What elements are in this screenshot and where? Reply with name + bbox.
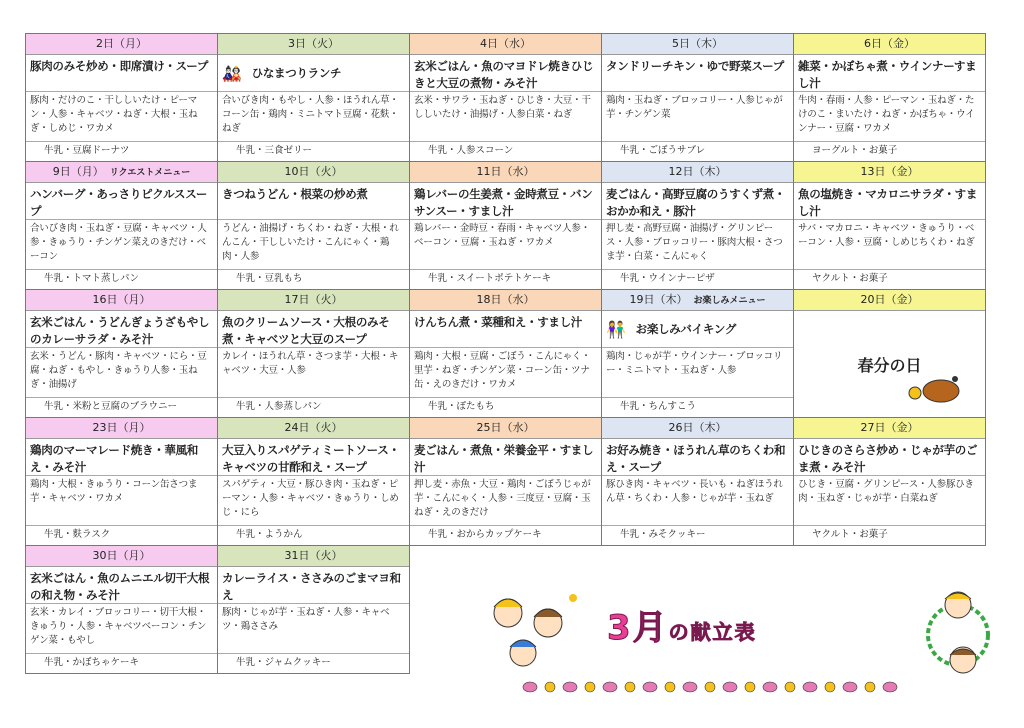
- dish-names: [410, 311, 601, 348]
- week-row: [26, 33, 992, 162]
- date-header: [26, 162, 217, 183]
- snack: 牛乳・おからカップケーキ: [428, 529, 542, 540]
- snack: 牛乳・みそクッキー: [620, 529, 706, 540]
- ingredients: スパゲティ・大豆・豚ひき肉・玉ねぎ・ピーマン・人参・キャベツ・きゅうり・しめじ・にら: [218, 476, 409, 526]
- ingredients: 鶏肉・玉ねぎ・ブロッコリー・人参じゃが芋・チンゲン菜: [602, 92, 793, 142]
- ingredients: 鶏レバー・金時豆・春雨・キャベツ人参・ベーコン・豆腐・玉ねぎ・ワカメ: [410, 220, 601, 270]
- dish-text: 玄米ごはん・うどんぎょうざもやしのカレーサラダ・みそ汁: [30, 315, 210, 346]
- date-header: [602, 418, 793, 439]
- date-header: [602, 162, 793, 183]
- date-header: [218, 546, 409, 567]
- dish-text: 玄米ごはん・魚のマヨドレ焼きひじきと大豆の煮物・みそ汁: [414, 59, 594, 90]
- snack: 牛乳・豆腐ドーナツ: [44, 145, 130, 156]
- date-header: [26, 290, 217, 311]
- snack: 牛乳・人参スコーン: [428, 145, 514, 156]
- dish-names: [218, 311, 409, 348]
- dish-text: 魚のクリームソース・大根のみそ煮・キャベツと大豆のスープ: [222, 315, 390, 346]
- dish-names: [602, 55, 793, 92]
- title-suffix: の献立表: [668, 620, 757, 644]
- ingredients: 合いびき肉・玉ねぎ・豆腐・キャベツ・人参・きゅうり・チンゲン菜えのきだけ・ベーコン: [26, 220, 217, 270]
- date-header: [26, 34, 217, 55]
- date-label: 17日（火）: [284, 293, 343, 306]
- dish-text: ハンバーグ・あっさりピクルススープ: [30, 187, 208, 218]
- dish-text: お好み焼き・ほうれん草のちくわ和え・スープ: [606, 443, 786, 474]
- day-cell: [218, 546, 410, 674]
- menu-calendar-grid: [25, 33, 992, 674]
- ingredients: 玄米・サワラ・玉ねぎ・ひじき・大豆・干ししいたけ・油揚げ・人参白菜・ねぎ: [410, 92, 601, 142]
- day-cell: [218, 33, 410, 162]
- date-label: 30日（月）: [92, 549, 151, 562]
- date-header: [794, 290, 985, 311]
- ingredients: 押し麦・赤魚・大豆・鶏肉・ごぼうじゃが芋・こんにゃく・人参・三度豆・豆腐・玉ねぎ・えのきだけ: [410, 476, 601, 526]
- date-header: [602, 34, 793, 55]
- snack: 牛乳・ごぼうサブレ: [620, 145, 706, 156]
- dish-names: [218, 567, 409, 604]
- day-cell: [410, 418, 602, 546]
- date-header: [26, 418, 217, 439]
- date-header: [218, 418, 409, 439]
- snack: ヤクルト・お菓子: [812, 529, 888, 540]
- day-cell: [794, 162, 986, 290]
- date-label: 6日（金）: [864, 37, 915, 50]
- day-cell: [602, 290, 794, 418]
- date-label: 27日（金）: [860, 421, 919, 434]
- date-header: [218, 162, 409, 183]
- ingredients: カレイ・ほうれん草・さつま芋・大根・キャベツ・大豆・人参: [218, 348, 409, 398]
- dish-names: [602, 183, 793, 220]
- date-label: 13日（金）: [860, 165, 919, 178]
- snack: ヤクルト・お菓子: [812, 273, 888, 284]
- dish-names: [794, 439, 985, 476]
- dish-names: [410, 439, 601, 476]
- date-header: [794, 418, 985, 439]
- snack: 牛乳・豆乳もち: [236, 273, 303, 284]
- date-label: 12日（木）: [668, 165, 727, 178]
- date-label: 24日（火）: [284, 421, 343, 434]
- date-label: 3日（火）: [288, 37, 339, 50]
- date-header: [410, 162, 601, 183]
- date-label: 26日（木）: [668, 421, 727, 434]
- date-header: [410, 418, 601, 439]
- children-illustration: [478, 583, 588, 673]
- dish-text: 玄米ごはん・魚のムニエル切干大根の和え物・みそ汁: [30, 571, 210, 602]
- title-month: 3月: [607, 608, 669, 648]
- date-header: [410, 290, 601, 311]
- child-hoop-illustration: [918, 585, 1008, 685]
- special-menu-label: リクエストメニュー: [109, 168, 191, 178]
- ingredients: 玄米・うどん・豚肉・キャベツ・にら・豆腐・ねぎ・もやし・きゅうり人参・玉ねぎ・油揚げ: [26, 348, 217, 398]
- week-row: [26, 418, 992, 546]
- snack: 牛乳・かぼちゃケーキ: [44, 657, 140, 668]
- insects-border-illustration: [520, 676, 920, 698]
- dish-text: 鶏レバーの生姜煮・金時煮豆・バンサンスー・すまし汁: [414, 187, 593, 218]
- dish-names: [26, 439, 217, 476]
- dish-names: [218, 183, 409, 220]
- day-cell: [410, 290, 602, 418]
- snack: 牛乳・トマト蒸しパン: [44, 273, 140, 284]
- dish-text: ひじきのさらさ炒め・じゃが芋のごま煮・みそ汁: [798, 443, 978, 474]
- snack: 牛乳・米粉と豆腐のブラウニー: [44, 401, 178, 412]
- dish-text: タンドリーチキン・ゆで野菜スープ: [606, 59, 784, 73]
- dish-text: ひなまつりランチ: [251, 65, 342, 80]
- snack: 牛乳・ぽたもち: [428, 401, 495, 412]
- ingredients: サバ・マカロニ・キャベツ・きゅうり・ベーコン・人参・豆腐・しめじちくわ・ねぎ: [794, 220, 985, 270]
- snack: 牛乳・人参蒸しパン: [236, 401, 322, 412]
- hina-doll-icon: 🎎: [222, 63, 242, 83]
- ingredients: 押し麦・高野豆腐・油揚げ・グリンピース・人参・ブロッコリー・豚肉大根・さつま芋・白菜・こんにゃく: [602, 220, 793, 270]
- dish-text: 麦ごはん・高野豆腐のうすくず煮・おかか和え・豚汁: [606, 187, 786, 218]
- dish-names: [26, 55, 217, 92]
- ingredients: 玄米・カレイ・ブロッコリー・切干大根・きゅうり・人参・キャベツベーコン・チンゲン菜・もやし: [26, 604, 217, 654]
- day-cell: [602, 418, 794, 546]
- snack: 牛乳・三食ゼリー: [236, 145, 313, 156]
- ingredients: 鶏肉・じゃが芋・ウインナー・ブロッコリー・ミニトマト・玉ねぎ・人参: [602, 348, 793, 398]
- dish-text: 鶏肉のマーマレード焼き・華風和え・みそ汁: [30, 443, 198, 474]
- dish-names: [26, 183, 217, 220]
- dish-text: 大豆入りスパゲティミートソース・キャベツの甘酢和え・スープ: [222, 443, 400, 474]
- date-header: [410, 34, 601, 55]
- children-icon: 👫: [606, 319, 626, 339]
- dish-names: [794, 55, 985, 92]
- date-label: 19日（木）: [629, 293, 688, 306]
- date-label: 4日（水）: [480, 37, 531, 50]
- dish-names: [218, 55, 409, 92]
- date-label: 18日（水）: [476, 293, 535, 306]
- dish-text: きつねうどん・根菜の炒め煮: [222, 187, 368, 201]
- ingredients: うどん・油揚げ・ちくわ・ねぎ・大根・れんこん・干ししいたけ・こんにゃく・鶏肉・人参: [218, 220, 409, 270]
- dish-names: [794, 183, 985, 220]
- day-cell: [26, 162, 218, 290]
- snack: 牛乳・ジャムクッキー: [236, 657, 331, 668]
- mole-flower-icon: [905, 369, 965, 403]
- day-cell: [410, 162, 602, 290]
- snack: 牛乳・スイートポテトケーキ: [428, 273, 552, 284]
- date-header: [218, 34, 409, 55]
- ingredients: 豚ひき肉・キャベツ・長いも・ねぎほうれん草・ちくわ・人参・じゃが芋・玉ねぎ: [602, 476, 793, 526]
- day-cell: [218, 418, 410, 546]
- dish-names: [218, 439, 409, 476]
- date-label: 2日（月）: [96, 37, 147, 50]
- day-cell: [218, 290, 410, 418]
- date-header: [218, 290, 409, 311]
- dish-text: けんちん煮・菜種和え・すまし汁: [414, 315, 582, 329]
- day-cell: [26, 33, 218, 162]
- day-cell: [410, 33, 602, 162]
- dish-names: [410, 183, 601, 220]
- dish-text: 魚の塩焼き・マカロニサラダ・すまし汁: [798, 187, 978, 218]
- dish-names: [602, 311, 793, 348]
- date-header: [602, 290, 793, 311]
- holiday-label: 春分の日: [857, 355, 922, 375]
- date-header: [26, 546, 217, 567]
- dish-text: 豚肉のみそ炒め・即席漬け・スープ: [30, 59, 209, 73]
- special-menu-label: お楽しみメニュー: [693, 296, 766, 306]
- date-label: 20日（金）: [860, 293, 919, 306]
- snack: 牛乳・ウインナーピザ: [620, 273, 715, 284]
- snack: ヨーグルト・お菓子: [812, 145, 898, 156]
- ingredients: 牛肉・春雨・人参・ピーマン・玉ねぎ・たけのこ・まいたけ・ねぎ・かぼちゃ・ウインナー・豆腐・ワカメ: [794, 92, 985, 142]
- date-label: 31日（火）: [284, 549, 343, 562]
- day-cell: [26, 546, 218, 674]
- date-label: 11日（水）: [476, 165, 535, 178]
- day-cell: [602, 33, 794, 162]
- date-label: 23日（月）: [92, 421, 151, 434]
- date-header: [794, 34, 985, 55]
- date-label: 16日（月）: [92, 293, 151, 306]
- dish-text: お楽しみバイキング: [635, 321, 737, 336]
- snack: 牛乳・ようかん: [236, 529, 303, 540]
- day-cell: [26, 290, 218, 418]
- ingredients: 豚肉・じゃが芋・玉ねぎ・人参・キャベツ・鶏ささみ: [218, 604, 409, 654]
- dish-names: [410, 55, 601, 92]
- day-cell: [794, 418, 986, 546]
- date-label: 25日（水）: [476, 421, 535, 434]
- date-label: 10日（火）: [284, 165, 343, 178]
- date-label: 5日（木）: [672, 37, 723, 50]
- snack: 牛乳・ちんすこう: [620, 401, 697, 412]
- day-cell: [794, 33, 986, 162]
- ingredients: 豚肉・だけのこ・干ししいたけ・ピーマン・人参・キャベツ・ねぎ・大根・玉ねぎ・しめじ・ワカメ: [26, 92, 217, 142]
- dish-text: 麦ごはん・煮魚・栄養金平・すまし汁: [414, 443, 594, 474]
- week-row: [26, 162, 992, 290]
- ingredients: ひじき・豆腐・グリンピース・人参豚ひき肉・玉ねぎ・じゃが芋・白菜ねぎ: [794, 476, 985, 526]
- dish-text: 雑菜・かぼちゃ煮・ウインナーすまし汁: [798, 59, 977, 90]
- dish-names: [26, 567, 217, 604]
- day-cell: [218, 162, 410, 290]
- dish-names: [26, 311, 217, 348]
- dish-text: カレーライス・ささみのごまマヨ和え: [222, 571, 401, 602]
- dish-names: [602, 439, 793, 476]
- day-cell: [26, 418, 218, 546]
- ingredients: 合いびき肉・もやし・人参・ほうれん草・コーン缶・鶏肉・ミニトマト豆腐・花麩・ねぎ: [218, 92, 409, 142]
- date-label: 9日（月）: [52, 165, 104, 178]
- day-cell: [794, 290, 986, 418]
- date-header: [794, 162, 985, 183]
- snack: 牛乳・麩ラスク: [44, 529, 111, 540]
- page-title: [607, 600, 757, 649]
- day-cell: [602, 162, 794, 290]
- ingredients: 鶏肉・大根・豆腐・ごぼう・こんにゃく・里芋・ねぎ・チンゲン菜・コーン缶・ツナ缶・えのきだけ・ワカメ: [410, 348, 601, 398]
- week-row: [26, 290, 992, 418]
- holiday-panel: [794, 311, 985, 417]
- ingredients: 鶏肉・大根・きゅうり・コーン缶さつま芋・キャベツ・ワカメ: [26, 476, 217, 526]
